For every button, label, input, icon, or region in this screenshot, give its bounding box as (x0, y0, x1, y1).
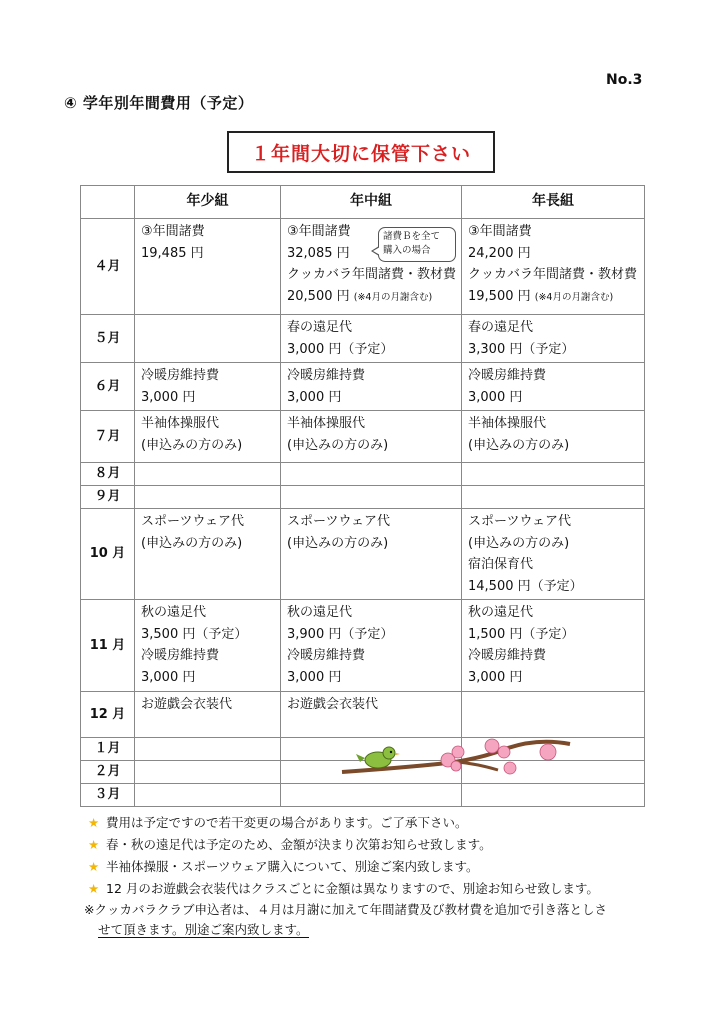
fee-line: 3,000 円 (141, 669, 196, 685)
fee-line: 秋の遠足代 (287, 605, 353, 620)
fee-cell-nencho (462, 486, 645, 509)
callout-line: 購入の場合 (383, 245, 431, 256)
fee-cell-nensho (135, 463, 281, 486)
fee-line: 1,500 円（予定） (468, 626, 575, 642)
fee-cell-nensho (135, 363, 281, 411)
fee-cell-nensho (135, 411, 281, 463)
fee-line: 3,000 円 (468, 669, 523, 685)
fee-cell-nensho (135, 738, 281, 761)
bird-icon (356, 747, 400, 768)
fee-cell-nencho (462, 600, 645, 692)
month-cell: 11 月 (81, 600, 135, 692)
fee-line: 冷暖房維持費 (468, 648, 547, 663)
fee-line: 3,000 円 (287, 389, 342, 405)
table-row (81, 463, 645, 486)
fee-cell-nensho (135, 315, 281, 363)
fee-line: 32,085 円 (287, 245, 350, 261)
table-row (81, 315, 645, 363)
fee-note: (※4月の月謝含む) (353, 291, 433, 303)
fee-line: 冷暖房維持費 (287, 648, 366, 663)
fee-line: 24,200 円 (468, 245, 531, 261)
header-nencho: 年長組 (462, 186, 645, 219)
fee-line: お遊戯会衣装代 (287, 697, 379, 712)
fee-line: 3,500 円（予定） (141, 626, 248, 642)
fee-cell-nencho (462, 509, 645, 600)
star-icon: ★ (88, 881, 100, 896)
blossom-icon (441, 739, 556, 774)
fee-line: 秋の遠足代 (468, 605, 534, 620)
fee-line: (申込みの方のみ) (141, 535, 243, 551)
fee-line: 3,000 円 (468, 389, 523, 405)
fee-cell-nencho (462, 363, 645, 411)
fee-line: 3,900 円（予定） (287, 626, 394, 642)
bird-branch-illustration (338, 734, 578, 784)
callout-line: 諸費Ｂを全て (383, 231, 441, 242)
table-row (81, 219, 645, 315)
fee-line: 半袖体操服代 (287, 416, 366, 431)
fee-line: 20,500 円 (※4月の月謝含む) (287, 288, 433, 304)
fee-cell-nensho (135, 692, 281, 738)
month-cell: ３月 (81, 784, 135, 807)
table-row (81, 600, 645, 692)
fee-line: (申込みの方のみ) (287, 535, 389, 551)
fee-table (80, 185, 645, 807)
month-cell: 12 月 (81, 692, 135, 738)
fee-cell-nenchu (281, 600, 462, 692)
fee-cell-nensho (135, 509, 281, 600)
fee-cell-nensho (135, 219, 281, 315)
kookaburra-note: ※クッカバラクラブ申込者は、４月は月謝に加えて年間諸費及び教材費を追加で引き落としさ せて頂きます。別途ご案内致します。 (84, 902, 607, 937)
header-nenchu: 年中組 (281, 186, 462, 219)
fee-line: 14,500 円（予定） (468, 578, 583, 594)
fee-line: 春の遠足代 (468, 320, 534, 335)
fee-cell-nencho (462, 463, 645, 486)
fee-cell-nencho (462, 411, 645, 463)
header-nensho: 年少組 (135, 186, 281, 219)
fee-line: 冷暖房維持費 (141, 648, 220, 663)
page-number: No.3 (606, 72, 643, 88)
month-cell: ６月 (81, 363, 135, 411)
note-item: ★ 12 月のお遊戯会衣装代はクラスごとに金額は異なりますので、別途お知らせ致します。 (88, 878, 668, 900)
month-cell: ４月 (81, 219, 135, 315)
fee-cell-nenchu (281, 486, 462, 509)
keep-notice-box: １年間大切に保管下さい (227, 131, 495, 173)
callout-bubble (378, 227, 456, 262)
fee-line: 秋の遠足代 (141, 605, 207, 620)
notes-section (84, 812, 668, 940)
fee-line: 半袖体操服代 (468, 416, 547, 431)
fee-line: クッカバラ年間諸費・教材費 (468, 267, 638, 282)
fee-cell-nenchu (281, 463, 462, 486)
fee-line: (申込みの方のみ) (468, 437, 570, 453)
star-icon: ★ (88, 837, 100, 852)
fee-cell-nencho (462, 315, 645, 363)
fee-line: 宿泊保育代 (468, 557, 534, 572)
fee-line: 半袖体操服代 (141, 416, 220, 431)
fee-line: (申込みの方のみ) (287, 437, 389, 453)
fee-line: お遊戯会衣装代 (141, 697, 233, 712)
fee-cell-nenchu (281, 363, 462, 411)
fee-line: ③年間諸費 (141, 224, 205, 239)
fee-cell-nenchu (281, 784, 462, 807)
fee-line: 19,485 円 (141, 245, 204, 261)
fee-cell-nensho (135, 761, 281, 784)
fee-cell-nenchu (281, 509, 462, 600)
fee-line: ③年間諸費 (468, 224, 532, 239)
fee-line: (申込みの方のみ) (141, 437, 243, 453)
fee-cell-nensho (135, 486, 281, 509)
table-row (81, 486, 645, 509)
fee-line: スポーツウェア代 (287, 514, 390, 529)
fee-line: 3,000 円 (141, 389, 196, 405)
fee-line: 冷暖房維持費 (287, 368, 366, 383)
month-cell: ５月 (81, 315, 135, 363)
fee-cell-nensho (135, 600, 281, 692)
star-icon: ★ (88, 815, 100, 830)
note-item: ★ 春・秋の遠足代は予定のため、金額が決まり次第お知らせ致します。 (88, 834, 668, 856)
fee-line: 3,000 円（予定） (287, 341, 394, 357)
fee-table-body (81, 219, 645, 807)
table-row (81, 692, 645, 738)
fee-cell-nencho (462, 692, 645, 738)
fee-line: (申込みの方のみ) (468, 535, 570, 551)
fee-line: 冷暖房維持費 (468, 368, 547, 383)
fee-cell-nencho (462, 784, 645, 807)
fee-cell-nencho (462, 219, 645, 315)
fee-line: スポーツウェア代 (468, 514, 571, 529)
fee-line: スポーツウェア代 (141, 514, 244, 529)
star-icon: ★ (88, 859, 100, 874)
section-heading: ④ 学年別年間費用（予定） (64, 94, 254, 112)
fee-line: 3,300 円（予定） (468, 341, 575, 357)
table-row (81, 411, 645, 463)
note-item: ★ 費用は予定ですので若干変更の場合があります。ご了承下さい。 (88, 812, 668, 834)
month-cell: ２月 (81, 761, 135, 784)
month-cell: 10 月 (81, 509, 135, 600)
table-row (81, 509, 645, 600)
fee-line: クッカバラ年間諸費・教材費 (287, 267, 457, 282)
fee-cell-nenchu (281, 692, 462, 738)
fee-line: ③年間諸費 (287, 224, 351, 239)
fee-line: 19,500 円 (※4月の月謝含む) (468, 288, 614, 304)
fee-note: (※4月の月謝含む) (534, 291, 614, 303)
fee-cell-nenchu (281, 411, 462, 463)
fee-cell-nensho (135, 784, 281, 807)
header-blank (81, 186, 135, 219)
month-cell: ９月 (81, 486, 135, 509)
fee-cell-nenchu (281, 315, 462, 363)
table-row (81, 363, 645, 411)
table-row (81, 784, 645, 807)
month-cell: １月 (81, 738, 135, 761)
fee-line: 春の遠足代 (287, 320, 353, 335)
note-item: ★ 半袖体操服・スポーツウェア購入について、別途ご案内致します。 (88, 856, 668, 878)
fee-line: 3,000 円 (287, 669, 342, 685)
month-cell: ７月 (81, 411, 135, 463)
month-cell: ８月 (81, 463, 135, 486)
fee-line: 冷暖房維持費 (141, 368, 220, 383)
